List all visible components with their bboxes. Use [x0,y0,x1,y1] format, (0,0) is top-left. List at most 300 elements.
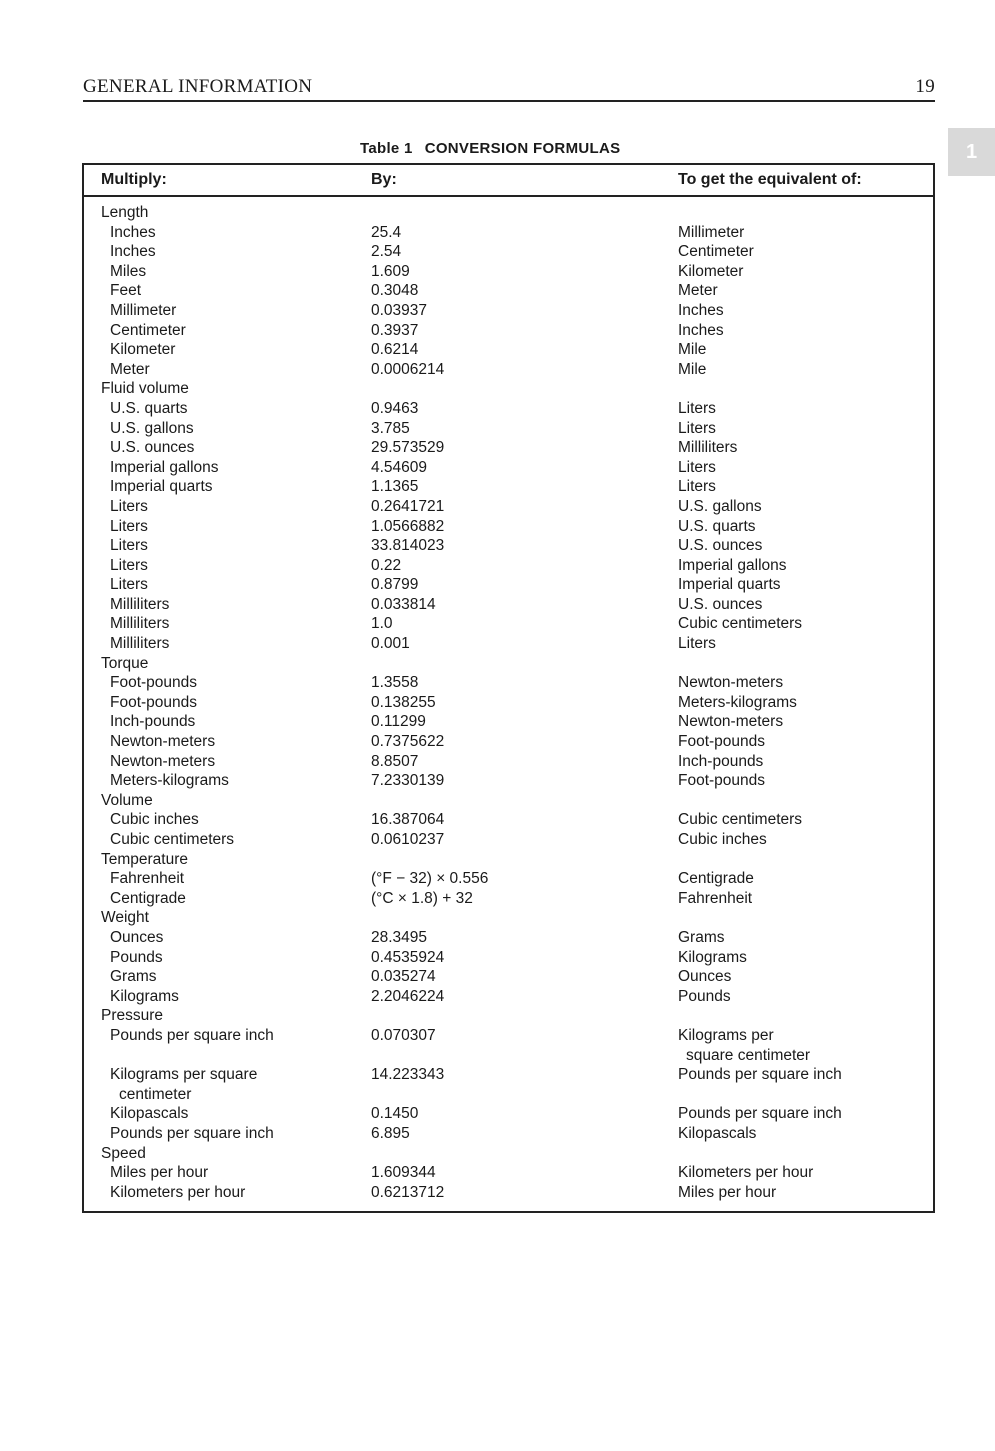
equivalent-cell-text: Grams [678,928,725,946]
equivalent-cell [678,575,781,595]
table-row [84,458,933,478]
equivalent-cell [678,458,716,478]
category-row [84,791,933,811]
table-row [84,634,933,654]
equivalent-cell-text: Kilograms per [678,1026,774,1044]
multiply-cell-text: Liters [110,556,148,574]
equivalent-cell [678,517,756,537]
factor-cell [371,732,444,752]
equivalent-cell-text: Milliliters [678,439,738,457]
multiply-cell-text: Imperial quarts [110,478,213,496]
equivalent-cell-text: Kilometer [678,262,744,280]
factor-cell-text: 1.0 [371,615,393,633]
multiply-cell [110,634,169,654]
equivalent-cell-text: U.S. ounces [678,537,763,555]
equivalent-cell [678,1183,776,1203]
factor-cell [371,889,473,909]
factor-cell [371,556,401,576]
equivalent-cell-text: Kilometers per hour [678,1164,814,1182]
factor-cell-text: 8.8507 [371,752,419,770]
equivalent-cell [678,242,754,262]
factor-cell-text: 28.3495 [371,928,428,946]
multiply-cell [110,223,156,243]
table-row [84,575,933,595]
factor-cell-text: 0.11299 [371,713,426,731]
table-row [84,869,933,889]
multiply-cell [110,340,175,360]
equivalent-cell [678,771,765,791]
equivalent-cell-text: Meters-kilograms [678,693,797,711]
factor-cell [371,771,444,791]
table-row [84,712,933,732]
equivalent-cell-text: Liters [678,635,716,653]
equivalent-cell [678,340,706,360]
table-header [84,165,933,197]
multiply-cell [110,830,234,850]
equivalent-cell [678,477,716,497]
multiply-cell [110,712,195,732]
multiply-cell [110,438,194,458]
equivalent-cell-continuation: square centimeter [686,1046,811,1064]
multiply-cell [110,536,148,556]
multiply-cell-text: Millimeter [110,301,177,319]
factor-cell [371,987,444,1007]
equivalent-cell-text: Pounds per square inch [678,1066,842,1084]
conversion-table [82,163,935,1213]
factor-cell [371,301,427,321]
equivalent-cell [678,536,762,556]
multiply-cell [110,869,184,889]
multiply-cell [110,595,169,615]
factor-cell-text: 0.6213712 [371,1183,445,1201]
table-row [84,614,933,634]
equivalent-cell [678,810,802,830]
equivalent-cell-text: Cubic centimeters [678,811,803,829]
equivalent-cell [678,321,724,341]
multiply-cell-text: U.S. gallons [110,419,194,437]
equivalent-cell-text: U.S. ounces [678,595,763,613]
factor-cell-text: 29.573529 [371,439,445,457]
factor-cell-text: 1.0566882 [371,517,445,535]
factor-cell [371,419,410,439]
factor-cell-text: 0.3048 [371,282,419,300]
equivalent-cell [678,712,783,732]
table-row [84,321,933,341]
multiply-cell-text: Feet [110,282,142,300]
table-row [84,1163,933,1183]
factor-cell-text: 0.03937 [371,301,428,319]
factor-cell-text: 4.54609 [371,458,428,476]
factor-cell-text: 2.54 [371,243,402,261]
equivalent-cell-text: Kilopascals [678,1124,757,1142]
factor-cell-text: 0.2641721 [371,497,445,515]
factor-cell-text: 1.1365 [371,478,419,496]
equivalent-cell-text: Inches [678,301,724,319]
multiply-cell-text: Cubic inches [110,811,199,829]
multiply-cell [110,673,197,693]
table-row [84,536,933,556]
factor-cell-text: 25.4 [371,223,402,241]
multiply-cell [110,752,215,772]
equivalent-cell [678,673,783,693]
category-label: Pressure [101,1007,164,1025]
multiply-cell-text: Milliliters [110,635,170,653]
equivalent-cell-text: Liters [678,478,716,496]
equivalent-cell [678,830,767,850]
category-label: Weight [101,909,149,927]
multiply-cell-continuation: centimeter [119,1085,192,1103]
equivalent-cell-text: Millimeter [678,223,745,241]
factor-cell [371,948,444,968]
equivalent-cell-text: Kilograms [678,948,747,966]
table-row [84,242,933,262]
factor-cell [371,634,410,654]
multiply-cell [110,360,150,380]
multiply-cell [110,928,163,948]
category-row [84,203,933,223]
factor-cell-text: 0.3937 [371,321,419,339]
table-row [84,948,933,968]
factor-cell [371,693,436,713]
equivalent-cell [678,614,802,634]
factor-cell [371,497,444,517]
multiply-cell [110,262,146,282]
table-row [84,889,933,909]
table-row [84,262,933,282]
equivalent-cell [678,889,752,909]
factor-cell-text: 0.138255 [371,693,436,711]
multiply-cell [110,556,148,576]
multiply-cell [110,987,179,1007]
table-row [84,732,933,752]
factor-cell [371,1104,418,1124]
table-row [84,771,933,791]
factor-cell [371,242,401,262]
equivalent-cell [678,595,762,615]
equivalent-cell [678,1124,756,1144]
category-row [84,908,933,928]
factor-cell [371,869,488,889]
multiply-cell-text: Meters-kilograms [110,772,229,790]
factor-cell [371,360,444,380]
equivalent-cell [678,1163,813,1183]
equivalent-cell [678,262,743,282]
equivalent-cell [678,301,724,321]
category-label: Temperature [101,850,189,868]
multiply-cell [110,399,188,419]
table-row [84,556,933,576]
equivalent-cell-text: Liters [678,419,716,437]
multiply-cell-text: Kilograms per square [110,1066,258,1084]
multiply-cell-text: Inches [110,223,156,241]
factor-cell-text: (°C × 1.8) + 32 [371,889,473,907]
table-row [84,360,933,380]
factor-cell [371,595,436,615]
page-number: 19 [915,76,935,97]
header-multiply: Multiply: [101,171,167,188]
category-label: Volume [101,791,153,809]
table-row [84,340,933,360]
factor-cell-text: 0.6214 [371,341,419,359]
table-row [84,967,933,987]
equivalent-cell [678,556,787,576]
page-header [83,76,935,102]
equivalent-cell [678,869,754,889]
table-row [84,595,933,615]
factor-cell [371,1163,436,1183]
category-label: Speed [101,1144,146,1162]
multiply-cell [110,1026,274,1046]
category-row [84,1144,933,1164]
multiply-cell-text: Inch-pounds [110,713,196,731]
multiply-cell-text: Liters [110,517,148,535]
table-row [84,438,933,458]
factor-cell-text: 3.785 [371,419,410,437]
category-label: Length [101,204,149,221]
equivalent-cell [678,419,716,439]
section-title: GENERAL INFORMATION [83,76,313,97]
factor-cell [371,810,444,830]
equivalent-cell [678,967,731,987]
multiply-cell [110,301,176,321]
factor-cell-text: 1.609344 [371,1164,436,1182]
table-row [84,693,933,713]
table-row [84,1065,933,1104]
multiply-cell-text: Miles [110,262,147,280]
equivalent-cell-text: Newton-meters [678,713,784,731]
equivalent-cell [678,732,765,752]
multiply-cell [110,497,148,517]
factor-cell [371,262,410,282]
factor-cell-text: 16.387064 [371,811,445,829]
factor-cell [371,928,427,948]
table-row [84,399,933,419]
equivalent-cell-text: Inches [678,321,724,339]
table-row [84,301,933,321]
multiply-cell [110,281,141,301]
multiply-cell-text: Kilograms [110,987,179,1005]
category-row [84,850,933,870]
multiply-cell [110,458,219,478]
table-row [84,1026,933,1065]
multiply-cell-text: Newton-meters [110,752,216,770]
equivalent-cell-text: Mile [678,341,707,359]
factor-cell-text: 0.001 [371,635,410,653]
equivalent-cell [678,438,737,458]
table-row [84,810,933,830]
factor-cell-text: 7.2330139 [371,772,445,790]
factor-cell [371,458,427,478]
equivalent-cell-text: Liters [678,399,716,417]
factor-cell [371,712,426,732]
equivalent-cell-text: Newton-meters [678,674,784,692]
factor-cell-text: 0.070307 [371,1026,436,1044]
table-row [84,928,933,948]
factor-cell [371,673,418,693]
table-row [84,673,933,693]
equivalent-cell [678,987,731,1007]
table-body [84,203,933,1202]
factor-cell-text: 0.0610237 [371,831,445,848]
equivalent-cell-text: Pounds [678,987,731,1005]
chapter-tab: 1 [948,128,995,176]
multiply-cell [110,771,229,791]
factor-cell [371,321,418,341]
multiply-cell-text: Cubic centimeters [110,831,235,848]
multiply-cell-text: Fahrenheit [110,870,185,888]
table-row [84,1183,933,1203]
equivalent-cell-text: Fahrenheit [678,889,753,907]
equivalent-cell [678,1026,810,1065]
table-row [84,517,933,537]
factor-cell [371,614,393,634]
category-row [84,654,933,674]
factor-cell-text: 0.035274 [371,968,436,986]
equivalent-cell-text: Mile [678,360,707,378]
table-row [84,987,933,1007]
factor-cell-text: 6.895 [371,1124,410,1142]
multiply-cell [110,889,186,909]
equivalent-cell [678,1065,842,1085]
equivalent-cell-text: Imperial gallons [678,556,787,574]
equivalent-cell-text: Ounces [678,968,732,986]
equivalent-cell [678,752,763,772]
factor-cell [371,1026,436,1046]
table-row [84,1124,933,1144]
factor-cell-text: (°F − 32) × 0.556 [371,870,489,888]
multiply-cell-text: Pounds per square inch [110,1026,274,1044]
table-row [84,1104,933,1124]
table-caption [360,140,620,157]
header-equivalent: To get the equivalent of: [678,171,862,188]
multiply-cell [110,967,157,987]
factor-cell-text: 2.2046224 [371,987,445,1005]
multiply-cell-text: Imperial gallons [110,458,219,476]
factor-cell [371,438,444,458]
factor-cell-text: 0.7375622 [371,733,445,751]
factor-cell [371,281,418,301]
multiply-cell [110,732,215,752]
multiply-cell-text: Ounces [110,928,164,946]
category-label: Fluid volume [101,380,189,398]
multiply-cell [110,517,148,537]
factor-cell [371,1183,444,1203]
table-row [84,281,933,301]
table-row [84,223,933,243]
factor-cell-text: 0.8799 [371,576,419,594]
multiply-cell-text: Foot-pounds [110,674,198,692]
factor-cell [371,399,418,419]
equivalent-cell-text: Cubic inches [678,831,767,848]
equivalent-cell [678,928,725,948]
table-row [84,477,933,497]
factor-cell-text: 33.814023 [371,537,445,555]
multiply-cell [110,948,163,968]
multiply-cell-text: U.S. quarts [110,399,188,417]
category-row [84,379,933,399]
table-caption-text: CONVERSION FORMULAS [424,140,621,157]
factor-cell [371,575,418,595]
table-caption-label: Table 1 [360,140,413,157]
equivalent-cell-text: Meter [678,282,718,300]
multiply-cell [110,321,186,341]
multiply-cell-text: Milliliters [110,615,170,633]
equivalent-cell [678,948,747,968]
equivalent-cell [678,281,718,301]
multiply-cell [110,1163,208,1183]
multiply-cell-text: Milliliters [110,595,170,613]
table-row [84,830,933,850]
equivalent-cell-text: Liters [678,458,716,476]
factor-cell [371,752,418,772]
equivalent-cell [678,223,744,243]
factor-cell-text: 14.223343 [371,1066,445,1084]
multiply-cell-text: U.S. ounces [110,439,195,457]
multiply-cell [110,614,169,634]
factor-cell-text: 0.033814 [371,595,436,613]
multiply-cell-text: Liters [110,497,148,515]
multiply-cell [110,575,148,595]
multiply-cell-text: Foot-pounds [110,693,198,711]
multiply-cell [110,1124,274,1144]
multiply-cell-text: Kilometers per hour [110,1183,246,1201]
multiply-cell-text: Miles per hour [110,1164,209,1182]
multiply-cell-text: Pounds [110,948,163,966]
header-by: By: [371,171,397,188]
multiply-cell [110,1065,257,1104]
factor-cell-text: 1.609 [371,262,410,280]
table-row [84,497,933,517]
multiply-cell-text: Grams [110,968,157,986]
multiply-cell-text: Liters [110,576,148,594]
table-row [84,419,933,439]
factor-cell [371,536,444,556]
multiply-cell-text: Meter [110,360,150,378]
equivalent-cell-text: Miles per hour [678,1183,777,1201]
equivalent-cell-text: Foot-pounds [678,733,766,751]
multiply-cell [110,693,197,713]
multiply-cell-text: Kilopascals [110,1105,189,1123]
multiply-cell [110,810,199,830]
factor-cell [371,223,401,243]
multiply-cell-text: Liters [110,537,148,555]
factor-cell [371,477,418,497]
equivalent-cell [678,1104,842,1124]
multiply-cell-text: Inches [110,243,156,261]
equivalent-cell [678,360,706,380]
equivalent-cell-text: Cubic centimeters [678,615,803,633]
multiply-cell [110,242,156,262]
equivalent-cell-text: Imperial quarts [678,576,781,594]
factor-cell [371,1124,410,1144]
multiply-cell-text: Kilometer [110,341,176,359]
category-label: Torque [101,654,149,672]
equivalent-cell-text: Centimeter [678,243,754,261]
equivalent-cell [678,399,716,419]
factor-cell [371,967,436,987]
factor-cell [371,517,444,537]
multiply-cell [110,1183,245,1203]
factor-cell [371,1065,444,1085]
equivalent-cell-text: Inch-pounds [678,752,764,770]
equivalent-cell-text: Centigrade [678,870,754,888]
equivalent-cell [678,497,762,517]
multiply-cell [110,419,194,439]
factor-cell-text: 0.0006214 [371,360,445,378]
equivalent-cell-text: Foot-pounds [678,772,766,790]
equivalent-cell-text: Pounds per square inch [678,1105,842,1123]
factor-cell-text: 0.1450 [371,1105,419,1123]
